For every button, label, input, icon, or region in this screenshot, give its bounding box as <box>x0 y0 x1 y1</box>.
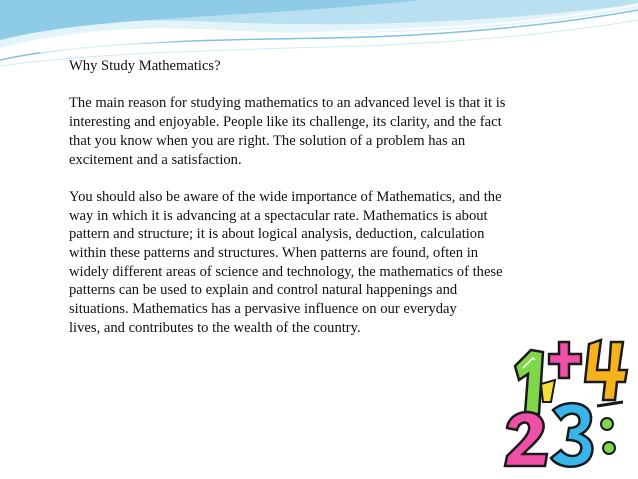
slide-heading: Why Study Mathematics? <box>69 58 221 74</box>
spacer <box>69 76 604 95</box>
numbers-clipart-icon <box>497 336 632 472</box>
spacer <box>69 169 604 188</box>
slide-body <box>69 57 604 338</box>
paragraph-2: You should also be aware of the wide importance of Mathematics, and the way in which it is advancing at a spectacular rate. Mathematics is about pattern and structure; it is about logical analysis, deduction, calculation within these patterns and structures. When patterns are found, often in widely different areas of science and technology, the mathematics of these patterns can be used to explain and control natural happenings and situations. Mathematics has a pervasive influence on our everyday lives, and contributes to the wealth of the country. <box>69 188 503 336</box>
paragraph-1: The main reason for studying mathematics to an advanced level is that it is interesting and enjoyable. People like its challenge, its clarity, and the fact that you know when you are right. The solution of a problem has an excitement and a satisfaction. <box>69 95 506 168</box>
